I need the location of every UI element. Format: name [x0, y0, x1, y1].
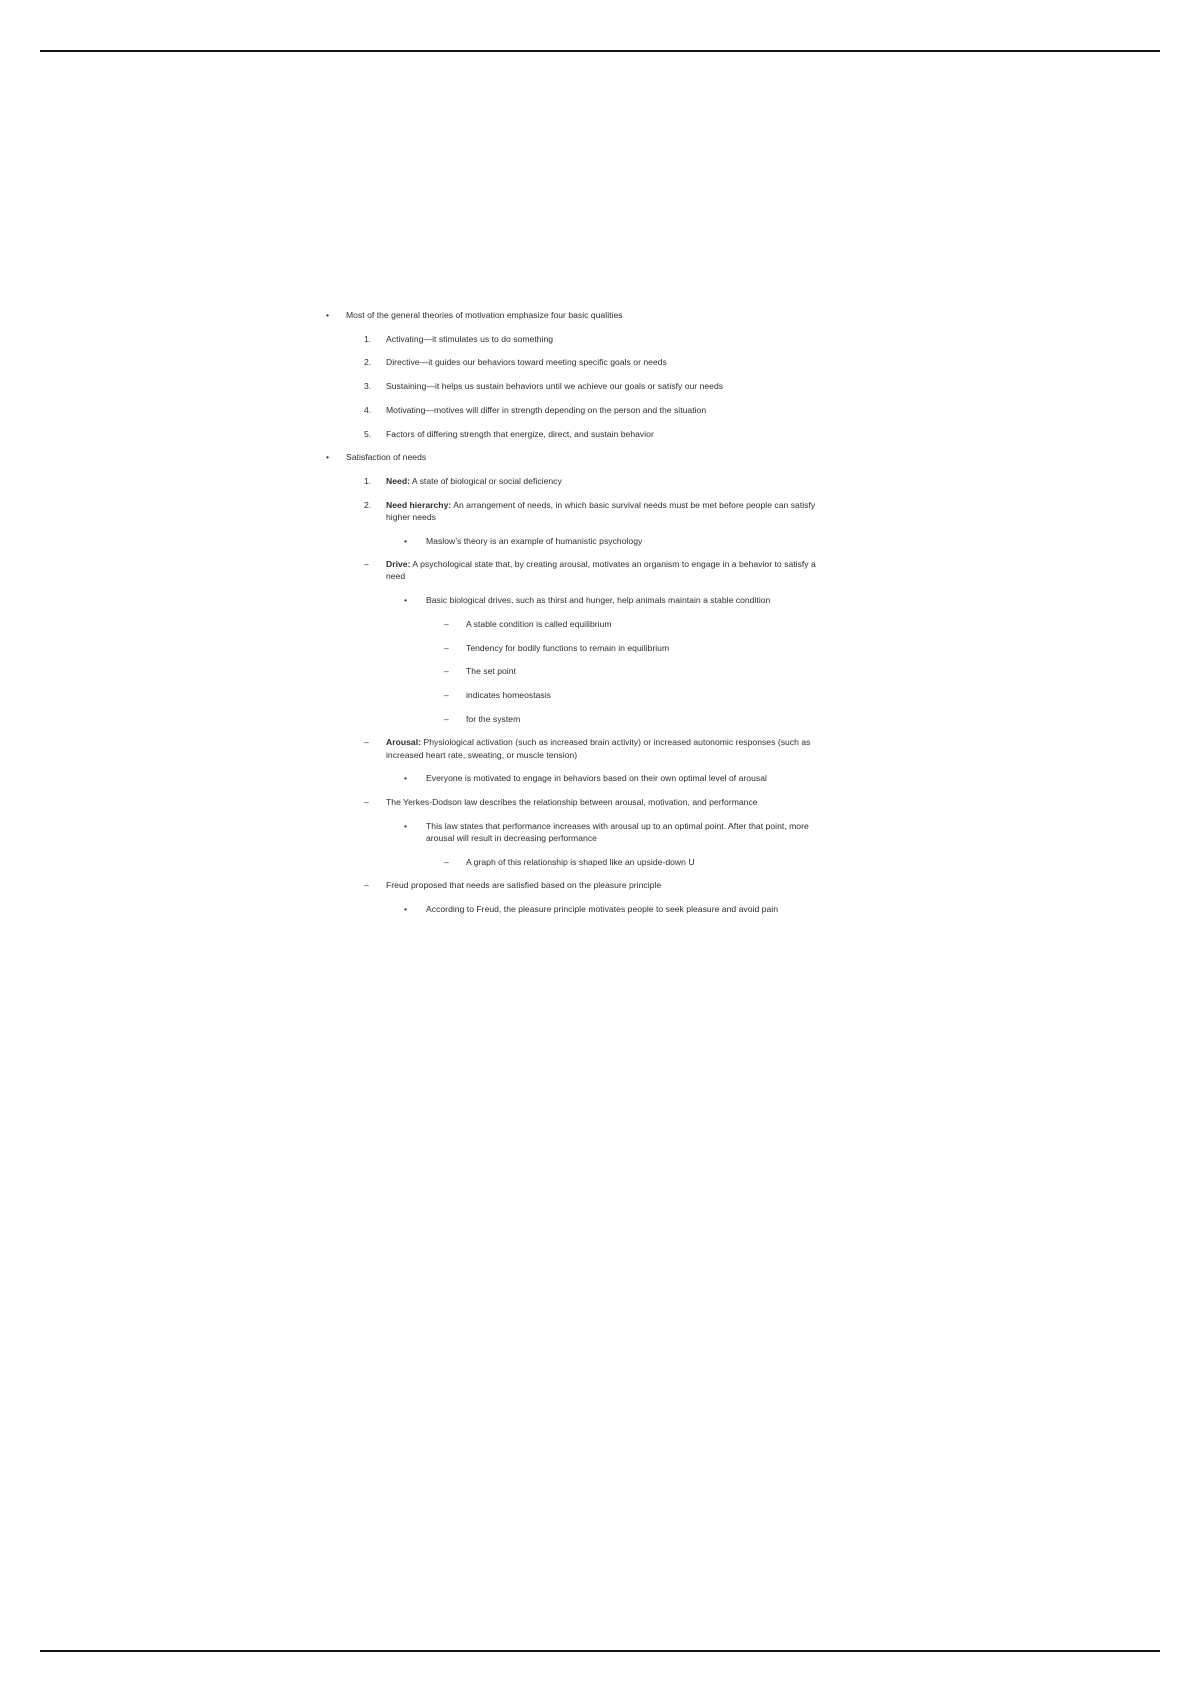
outline-item — [364, 475, 836, 487]
outline-item — [444, 856, 836, 868]
outline-item — [404, 594, 836, 606]
list-marker: • — [404, 903, 408, 914]
outline-item-text: Freud proposed that needs are satisfied based on the pleasure principle — [386, 880, 662, 891]
outline-item — [326, 451, 836, 463]
outline-item-text — [386, 736, 836, 760]
outline-item — [364, 879, 836, 891]
list-marker: • — [404, 820, 408, 831]
outline-item — [364, 356, 836, 368]
outline-list — [326, 309, 836, 927]
list-marker: 2. — [364, 499, 372, 510]
outline-term: Need hierarchy: — [386, 499, 452, 510]
list-marker: 1. — [364, 475, 372, 486]
outline-definition: A state of biological or social deficiency — [411, 475, 562, 486]
outline-item — [364, 499, 836, 523]
outline-item-text: Basic biological drives, such as thirst and hunger, help animals maintain a stable condition — [426, 595, 771, 606]
outline-item-text: Sustaining—it helps us sustain behaviors until we achieve our goals or satisfy our needs — [386, 381, 724, 392]
outline-item-text — [386, 475, 836, 487]
list-marker: 1. — [364, 333, 372, 344]
list-marker: – — [444, 642, 449, 653]
outline-item — [364, 796, 836, 808]
outline-definition: An arrangement of needs, in which basic survival needs must be met before people can satisfy higher needs — [386, 499, 816, 522]
list-marker: – — [364, 737, 369, 748]
list-marker: – — [444, 666, 449, 677]
outline-item — [404, 820, 836, 844]
outline-item-text: Tendency for bodily functions to remain in equilibrium — [466, 642, 670, 653]
list-marker: 5. — [364, 428, 372, 439]
outline-item — [364, 380, 836, 392]
outline-item-text: The Yerkes-Dodson law describes the relationship between arousal, motivation, and performance — [386, 796, 758, 807]
page-top-rule — [40, 50, 1160, 52]
list-marker: • — [326, 310, 330, 320]
list-marker: • — [326, 452, 330, 463]
outline-item — [444, 713, 836, 725]
list-marker: – — [444, 689, 449, 700]
outline-item — [404, 772, 836, 784]
list-marker: – — [364, 796, 369, 807]
outline-item-text: Most of the general theories of motivation emphasize four basic qualities — [346, 310, 623, 320]
outline-item-text — [386, 499, 836, 523]
outline-item-text: indicates homeostasis — [466, 689, 551, 700]
list-marker: – — [444, 856, 449, 867]
outline-item-text: Satisfaction of needs — [346, 452, 427, 463]
outline-term: Need: — [386, 475, 410, 486]
list-marker: 3. — [364, 381, 372, 392]
outline-item — [326, 309, 836, 321]
outline-item — [444, 689, 836, 701]
outline-item-text — [386, 558, 836, 582]
outline-term: Arousal: — [386, 737, 422, 748]
outline-item — [364, 428, 836, 440]
list-marker: 2. — [364, 357, 372, 368]
outline-item-text: A stable condition is called equilibrium — [466, 618, 612, 629]
outline-item-text: The set point — [466, 666, 516, 677]
list-marker: – — [364, 880, 369, 891]
list-marker: • — [404, 535, 408, 546]
outline-item-text: Maslow’s theory is an example of humanistic psychology — [426, 535, 643, 546]
outline-item — [404, 903, 836, 915]
note-content-panel — [248, 247, 904, 1109]
outline-item — [364, 333, 836, 345]
list-marker: – — [444, 713, 449, 724]
list-marker: – — [364, 559, 369, 570]
outline-item — [364, 558, 836, 582]
outline-definition: Physiological activation (such as increased brain activity) or increased autonomic responses (such as increased heart rate, sweating, or muscle tension) — [386, 737, 811, 760]
outline-item-text: for the system — [466, 713, 521, 724]
outline-item — [404, 535, 836, 547]
outline-item — [444, 618, 836, 630]
outline-item-text: This law states that performance increases with arousal up to an optimal point. After that point, more arousal will result in decreasing performance — [426, 820, 809, 843]
list-marker: • — [404, 595, 408, 606]
outline-item-text: According to Freud, the pleasure principle motivates people to seek pleasure and avoid pain — [426, 903, 778, 914]
outline-item — [444, 665, 836, 677]
list-marker: • — [404, 773, 408, 784]
outline-item-text: A graph of this relationship is shaped like an upside-down U — [466, 856, 695, 867]
outline-item-text: Directive—it guides our behaviors toward meeting specific goals or needs — [386, 357, 667, 368]
list-marker: – — [444, 618, 449, 629]
outline-item — [444, 642, 836, 654]
list-marker: 4. — [364, 404, 372, 415]
outline-definition: A psychological state that, by creating arousal, motivates an organism to engage in a behavior to satisfy a need — [386, 559, 816, 582]
outline-item-text: Everyone is motivated to engage in behaviors based on their own optimal level of arousal — [426, 773, 767, 784]
outline-item — [364, 404, 836, 416]
page-bottom-rule — [40, 1650, 1160, 1652]
outline-item-text: Motivating—motives will differ in strength depending on the person and the situation — [386, 404, 707, 415]
outline-item-text: Activating—it stimulates us to do something — [386, 333, 554, 344]
outline-item — [364, 736, 836, 760]
outline-item-text: Factors of differing strength that energize, direct, and sustain behavior — [386, 428, 654, 439]
outline-term: Drive: — [386, 559, 411, 570]
